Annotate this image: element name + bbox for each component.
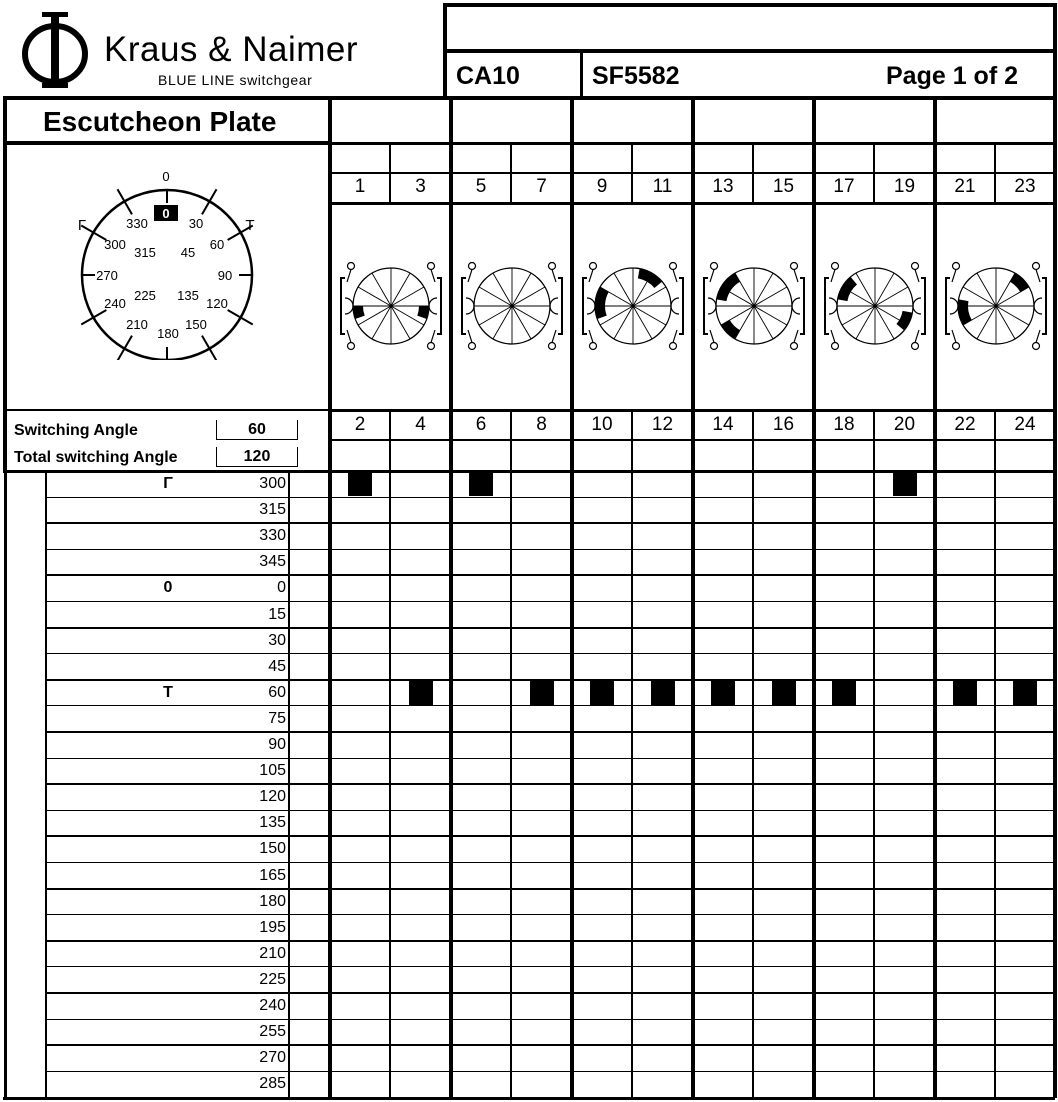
grid-line (3, 96, 1055, 100)
dial-label-150: 150 (185, 317, 207, 332)
dial-label-330: 330 (126, 216, 148, 231)
terminal-bottom-10: 10 (591, 414, 613, 435)
terminal-top-3: 3 (415, 176, 426, 197)
grid-line (3, 141, 330, 145)
dial-label-270: 270 (96, 268, 118, 283)
terminal-bottom-2: 2 (354, 414, 366, 435)
dial-label-60: 60 (209, 237, 225, 252)
switching-angle-label: Switching Angle (14, 422, 138, 439)
grid-line (933, 98, 937, 1098)
dial-label-300: 300 (104, 237, 126, 252)
dial-label-210: 210 (126, 317, 148, 332)
position-angle: 300 (259, 475, 286, 492)
brand-name: Kraus & Naimer (104, 30, 359, 69)
grid-line (1053, 98, 1057, 1098)
terminal-bottom-16: 16 (772, 414, 795, 435)
contact-closed-marker (893, 472, 917, 496)
terminal-top-5: 5 (475, 176, 487, 197)
grid-line (46, 601, 1055, 602)
grid-line (46, 835, 1055, 837)
terminal-top-23: 23 (1014, 176, 1036, 197)
position-angle: 225 (259, 970, 286, 988)
grid-line (46, 758, 1055, 759)
terminal-top-19: 19 (893, 176, 916, 197)
position-angle: 240 (259, 997, 286, 1014)
switching-angle-value: 60 (216, 420, 298, 440)
dial-left-symbol: Γ (77, 217, 87, 234)
grid-line (46, 705, 1055, 706)
dial-label-135: 135 (177, 288, 199, 303)
dial-top-label: 0 (162, 169, 170, 184)
total-switching-angle-label: Total switching Angle (14, 449, 178, 466)
position-label: Γ (163, 475, 173, 492)
brand-subtitle: BLUE LINE switchgear (158, 72, 313, 88)
dial-label-30: 30 (188, 216, 204, 231)
dial-label-180: 180 (157, 326, 179, 341)
contact-closed-marker (469, 472, 493, 496)
dial-label-225: 225 (134, 288, 156, 303)
grid-line (3, 1097, 1055, 1100)
terminal-top-21: 21 (954, 176, 976, 197)
dial-tick (118, 189, 133, 214)
grid-line (46, 1071, 1055, 1072)
terminal-top-13: 13 (712, 176, 734, 197)
phi-logo-icon (18, 8, 100, 90)
position-angle: 285 (259, 1075, 286, 1093)
dial-label-120: 120 (206, 296, 228, 311)
grid-line (46, 627, 1055, 629)
position-angle: 75 (268, 709, 286, 727)
contact-closed-marker (590, 681, 614, 705)
position-angle: 135 (259, 814, 286, 832)
contact-closed-marker (348, 472, 372, 496)
dial-graphic (60, 160, 280, 360)
grid-line (3, 98, 7, 471)
contact-closed-marker (772, 681, 796, 705)
position-angle: 330 (259, 527, 286, 545)
total-switching-angle-value: 120 (216, 447, 298, 467)
series-code: CA10 (456, 62, 520, 90)
position-angle: 45 (268, 657, 286, 675)
program-code: SF5582 (592, 62, 680, 90)
terminal-top-1: 1 (354, 176, 366, 197)
logo (18, 8, 100, 90)
dial-label-45: 45 (180, 245, 196, 260)
grid-line (46, 497, 1055, 498)
grid-line (46, 1044, 1055, 1046)
terminal-top-9: 9 (596, 176, 608, 197)
grid-line (4, 471, 7, 1098)
contact-closed-marker (530, 681, 554, 705)
grid-line (510, 410, 511, 1098)
position-angle: 210 (259, 944, 286, 962)
position-angle: 120 (259, 788, 286, 806)
terminal-top-7: 7 (536, 176, 547, 197)
grid-line (691, 98, 695, 1098)
grid-line (46, 992, 1055, 994)
terminal-bottom-6: 6 (475, 414, 487, 435)
position-angle: 0 (277, 579, 286, 597)
terminal-bottom-18: 18 (833, 414, 855, 435)
dial-tick (81, 310, 106, 325)
contact-closed-marker (711, 681, 735, 705)
position-angle: 270 (259, 1049, 286, 1067)
contact-symbol-5 (815, 258, 935, 358)
grid-line (873, 410, 874, 1098)
dial-label-240: 240 (104, 296, 126, 311)
position-angle: 255 (259, 1023, 286, 1041)
contact-closed-marker (832, 681, 856, 705)
terminal-top-11: 11 (652, 176, 673, 197)
terminal-bottom-4: 4 (415, 414, 426, 435)
grid-line (46, 522, 1055, 524)
contact-closed-marker (651, 681, 675, 705)
grid-line (46, 966, 1055, 967)
position-angle: 195 (259, 918, 286, 936)
terminal-bottom-8: 8 (536, 414, 547, 435)
position-label: T (163, 683, 173, 701)
terminal-bottom-20: 20 (893, 414, 916, 435)
contact-closed-marker (1013, 681, 1037, 705)
contact-symbol-4 (694, 258, 814, 358)
grid-line (46, 914, 1055, 915)
plate-title: Escutcheon Plate (43, 106, 277, 137)
grid-line (46, 810, 1055, 811)
grid-line (580, 51, 583, 98)
position-angle: 90 (268, 736, 286, 753)
position-angle: 30 (268, 631, 286, 649)
contact-closed-marker (953, 681, 977, 705)
dial-tick (118, 336, 133, 360)
dial-label-90: 90 (217, 268, 233, 283)
contact-symbol-6 (936, 258, 1056, 358)
terminal-bottom-12: 12 (651, 414, 674, 435)
grid-line (443, 3, 447, 98)
contact-symbol-3 (573, 258, 693, 358)
position-angle: 345 (259, 553, 286, 571)
position-angle: 165 (259, 866, 286, 884)
grid-line (46, 549, 1055, 550)
position-angle: 150 (259, 840, 286, 858)
position-angle: 105 (259, 762, 286, 780)
position-angle: 60 (268, 683, 286, 701)
dial-tick (228, 310, 253, 325)
dial-right-symbol: T (245, 217, 255, 234)
grid-line (46, 888, 1055, 890)
selected-position-label: 0 (162, 206, 170, 221)
escutcheon-dial (60, 160, 280, 360)
position-angle: 315 (259, 501, 286, 519)
contact-symbol-1 (331, 258, 451, 358)
grid-line (994, 410, 995, 1098)
terminal-top-17: 17 (833, 176, 855, 197)
grid-line (445, 49, 1055, 53)
dial-label-315: 315 (134, 245, 156, 260)
grid-line (328, 98, 332, 1098)
page-indicator: Page 1 of 2 (886, 62, 1018, 90)
grid-line (46, 574, 1055, 576)
terminal-bottom-24: 24 (1014, 414, 1036, 435)
contact-symbol-2 (452, 258, 572, 358)
terminal-bottom-14: 14 (712, 414, 734, 435)
grid-line (389, 410, 390, 1098)
dial-tick (202, 336, 217, 360)
grid-line (752, 410, 753, 1098)
grid-line (46, 862, 1055, 863)
position-angle: 180 (259, 892, 286, 910)
grid-line (3, 409, 330, 411)
dial-tick (202, 189, 217, 214)
terminal-top-15: 15 (772, 176, 795, 197)
grid-line (46, 940, 1055, 942)
grid-line (445, 3, 1055, 7)
terminal-bottom-22: 22 (954, 414, 976, 435)
grid-line (570, 98, 574, 1098)
contact-closed-marker (409, 681, 433, 705)
grid-line (46, 783, 1055, 785)
position-label: 0 (163, 579, 173, 597)
grid-line (46, 731, 1055, 733)
grid-line (46, 1019, 1055, 1020)
grid-line (449, 98, 453, 1098)
grid-line (631, 410, 632, 1098)
grid-line (812, 98, 816, 1098)
position-angle: 15 (268, 605, 286, 623)
grid-line (46, 653, 1055, 654)
